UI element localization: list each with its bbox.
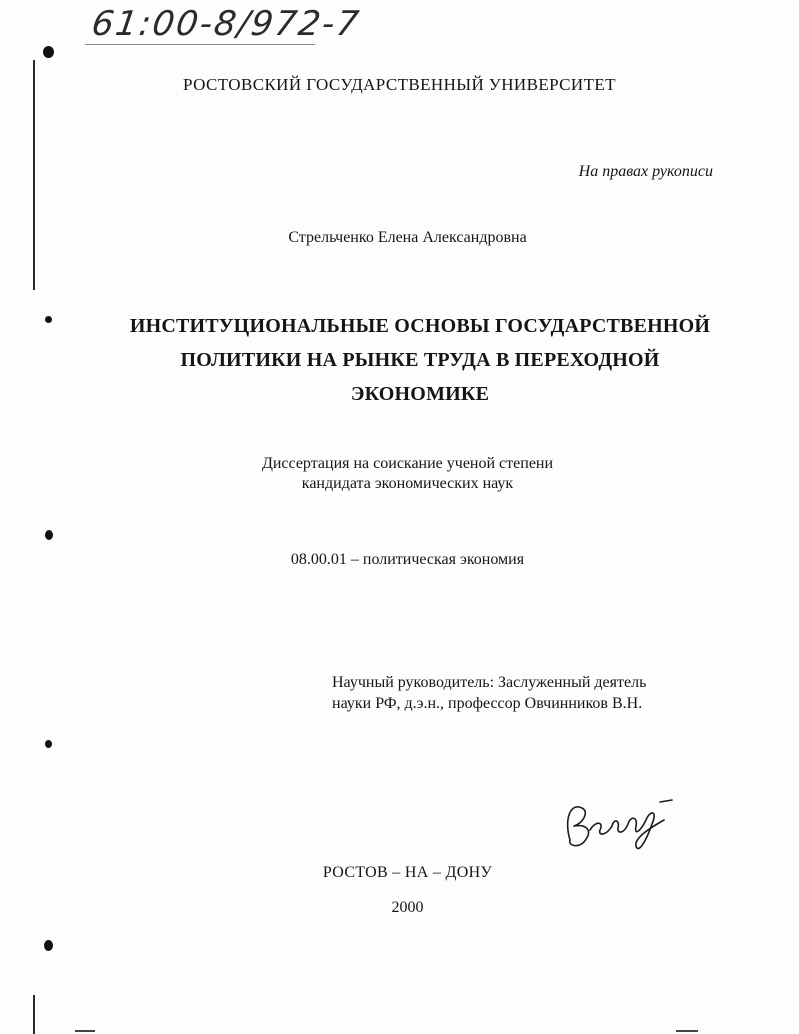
scientific-advisor xyxy=(332,672,713,714)
margin-speck xyxy=(45,316,52,323)
archive-code xyxy=(89,4,363,44)
signature xyxy=(560,780,680,860)
archive-code-underline xyxy=(85,44,315,45)
margin-speck xyxy=(45,740,52,748)
margin-speck xyxy=(44,940,53,951)
degree-line: Диссертация на соискание ученой степени xyxy=(261,455,554,472)
margin-speck xyxy=(45,530,53,540)
degree-statement xyxy=(0,454,799,494)
degree-line: кандидата экономических наук xyxy=(301,475,514,492)
margin-line-lower xyxy=(33,995,35,1034)
title-line: ИНСТИТУЦИОНАЛЬНЫЕ ОСНОВЫ ГОСУДАРСТВЕННОЙ xyxy=(129,315,711,337)
advisor-line: Научный руководитель: Заслуженный деятель xyxy=(332,674,647,691)
manuscript-note: На правах рукописи xyxy=(578,163,713,180)
year: 2000 xyxy=(391,899,424,916)
archive-code-text: 61:00-8/972-7 xyxy=(89,4,363,44)
specialty-code: 08.00.01 – политическая экономия xyxy=(290,551,525,568)
dissertation-title xyxy=(90,309,750,411)
advisor-line: науки РФ, д.э.н., профессор Овчинников В.Н. xyxy=(332,695,643,712)
university-name: РОСТОВСКИЙ ГОСУДАРСТВЕННЫЙ УНИВЕРСИТЕТ xyxy=(183,75,616,94)
scan-edge-mark-right xyxy=(676,1030,698,1032)
scan-edge-mark-left xyxy=(75,1030,95,1032)
margin-speck xyxy=(43,46,54,58)
author-name: Стрельченко Елена Александровна xyxy=(288,229,527,246)
title-line: ЭКОНОМИКЕ xyxy=(350,383,490,405)
city: РОСТОВ – НА – ДОНУ xyxy=(322,864,493,881)
title-line: ПОЛИТИКИ НА РЫНКЕ ТРУДА В ПЕРЕХОДНОЙ xyxy=(180,349,660,371)
